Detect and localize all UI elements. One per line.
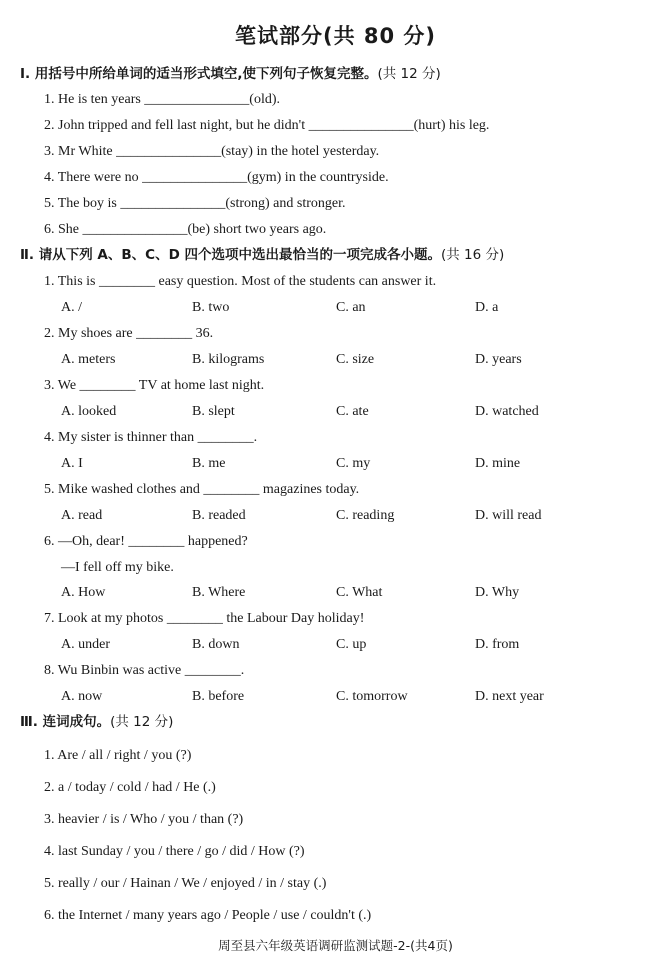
question-4-option-c: C. my [336, 456, 371, 471]
question-4-stem: 4. My sister is thinner than ________. [44, 430, 258, 445]
section-1-item-4: 4. There were no _______________(gym) in the countryside. [44, 170, 389, 185]
question-5-option-d: D. will read [475, 508, 542, 523]
section-1-points: (共 12 分) [377, 66, 441, 82]
question-5-stem: 5. Mike washed clothes and ________ magazines today. [44, 482, 360, 497]
section-1-item-2: 2. John tripped and fell last night, but he didn't _______________(hurt) his leg. [44, 118, 490, 133]
section-1-item-3: 3. Mr White _______________(stay) in the hotel yesterday. [44, 144, 380, 159]
question-1-stem: 1. This is ________ easy question. Most of the students can answer it. [44, 274, 437, 289]
question-4-option-a: A. I [61, 456, 83, 471]
question-7-option-d: D. from [475, 637, 520, 652]
question-8-option-a: A. now [61, 689, 103, 704]
section-3-points: (共 12 分) [110, 714, 174, 730]
section-3-item-3: 3. heavier / is / Who / you / than (?) [44, 812, 244, 827]
question-7-option-a: A. under [61, 637, 110, 652]
section-1-item-6: 6. She _______________(be) short two years ago. [44, 222, 327, 237]
section-1-item-5: 5. The boy is _______________(strong) and stronger. [44, 196, 346, 211]
page-footer: 周至县六年级英语调研监测试题-2-(共4页) [218, 938, 453, 953]
question-2-option-d: D. years [475, 352, 522, 367]
section-1-item-1: 1. He is ten years _______________(old). [44, 92, 281, 107]
question-1-option-b: B. two [192, 300, 230, 315]
question-6-option-b: B. Where [192, 585, 246, 600]
question-7-option-c: C. up [336, 637, 367, 652]
question-7-stem: 7. Look at my photos ________ the Labour Day holiday! [44, 611, 365, 626]
question-4-option-b: B. me [192, 456, 226, 471]
question-1-option-a: A. / [61, 300, 82, 315]
question-2-stem: 2. My shoes are ________ 36. [44, 326, 214, 341]
section-2-title: Ⅱ. 请从下列 A、B、C、D 四个选项中选出最恰当的一项完成各小题。 [20, 247, 441, 263]
section-1-heading [20, 65, 441, 83]
section-3-title: Ⅲ. 连词成句。 [20, 714, 111, 730]
section-2-points: (共 16 分) [440, 247, 505, 263]
question-2-option-b: B. kilograms [192, 352, 265, 367]
section-3-item-1: 1. Are / all / right / you (?) [44, 748, 192, 763]
section-2-heading [20, 246, 504, 264]
question-2-option-a: A. meters [61, 352, 116, 367]
question-6-option-a: A. How [61, 585, 106, 600]
question-8-option-b: B. before [192, 689, 245, 704]
question-6-option-c: C. What [336, 585, 383, 600]
question-8-option-c: C. tomorrow [336, 689, 408, 704]
section-1-title: Ⅰ. 用括号中所给单词的适当形式填空,使下列句子恢复完整。 [20, 66, 378, 82]
question-3-option-d: D. watched [475, 404, 539, 419]
question-3-option-c: C. ate [336, 404, 369, 419]
question-3-stem: 3. We ________ TV at home last night. [44, 378, 265, 393]
question-5-option-c: C. reading [336, 508, 395, 523]
section-3-item-4: 4. last Sunday / you / there / go / did / How (?) [44, 844, 305, 859]
question-8-option-d: D. next year [475, 689, 544, 704]
question-3-option-b: B. slept [192, 404, 235, 419]
section-3-item-2: 2. a / today / cold / had / He (.) [44, 780, 216, 795]
question-4-option-d: D. mine [475, 456, 521, 471]
question-5-option-a: A. read [61, 508, 103, 523]
question-5-option-b: B. readed [192, 508, 246, 523]
section-3-item-6: 6. the Internet / many years ago / People / use / couldn't (.) [44, 908, 372, 923]
section-3-item-5: 5. really / our / Hainan / We / enjoyed / in / stay (.) [44, 876, 327, 891]
section-3-heading [20, 713, 173, 731]
question-3-option-a: A. looked [61, 404, 117, 419]
question-2-option-c: C. size [336, 352, 375, 367]
question-6-stem-reply: —I fell off my bike. [61, 560, 174, 575]
question-8-stem: 8. Wu Binbin was active ________. [44, 663, 245, 678]
question-1-option-d: D. a [475, 300, 499, 315]
question-6-stem: 6. —Oh, dear! ________ happened? [44, 534, 248, 549]
page-title: 笔试部分(共 80 分) [234, 24, 437, 48]
question-1-option-c: C. an [336, 300, 366, 315]
question-7-option-b: B. down [192, 637, 240, 652]
question-6-option-d: D. Why [475, 585, 520, 600]
